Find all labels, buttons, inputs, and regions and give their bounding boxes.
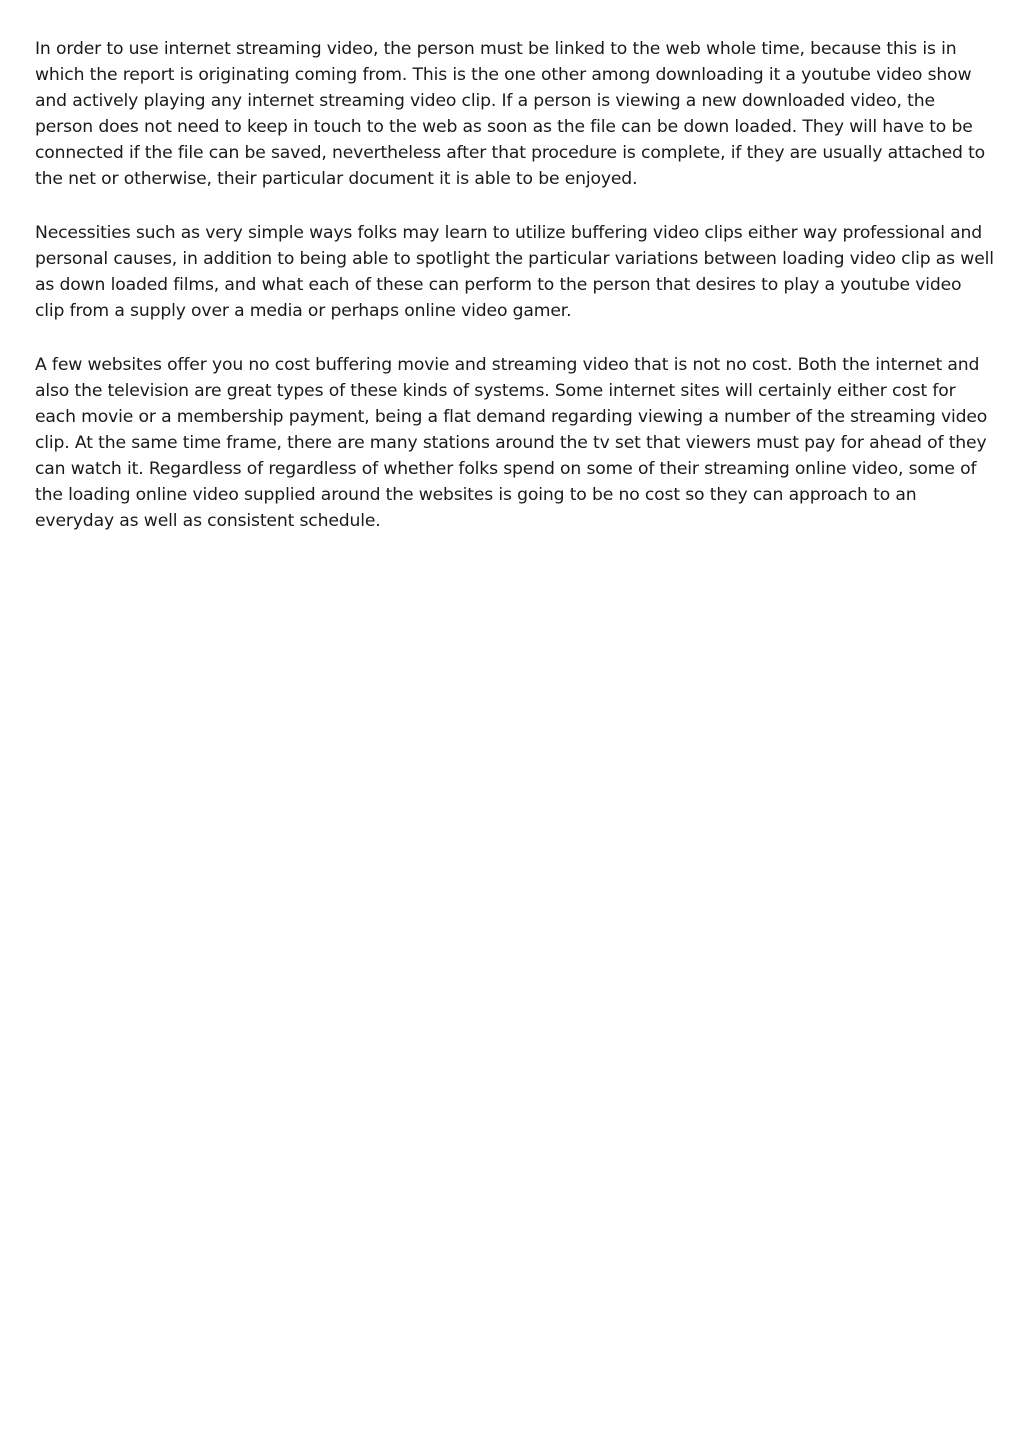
paragraph-2: Necessities such as very simple ways folks may learn to utilize buffering video clips either way professional and personal causes, in addition to being able to spotlight the particular variations between loading video clip as well as down loaded films, and what each of these can perform to the person that desires to play a youtube video clip from a supply over a media or perhaps online video gamer. xyxy=(35,223,994,321)
paragraph-1: In order to use internet streaming video, the person must be linked to the web whole time, because this is in which the report is originating coming from. This is the one other among downloading it a youtube video show and actively playing any internet streaming video clip. If a person is viewing a new downloaded video, the person does not need to keep in touch to the web as soon as the file can be down loaded. They will have to be connected if the file can be saved, nevertheless after that procedure is complete, if they are usually attached to the net or otherwise, their particular document it is able to be enjoyed. xyxy=(35,39,986,189)
document-body xyxy=(35,36,995,562)
paragraph-3: A few websites offer you no cost buffering movie and streaming video that is not no cost. Both the internet and also the television are great types of these kinds of systems. Some internet sites will certainly either cost for each movie or a membership payment, being a flat demand regarding viewing a number of the streaming video clip. At the same time frame, there are many stations around the tv set that viewers must pay for ahead of they can watch it. Regardless of regardless of whether folks spend on some of their streaming online video, some of the loading online video supplied around the websites is going to be no cost so they can approach to an everyday as well as consistent schedule. xyxy=(35,355,988,531)
